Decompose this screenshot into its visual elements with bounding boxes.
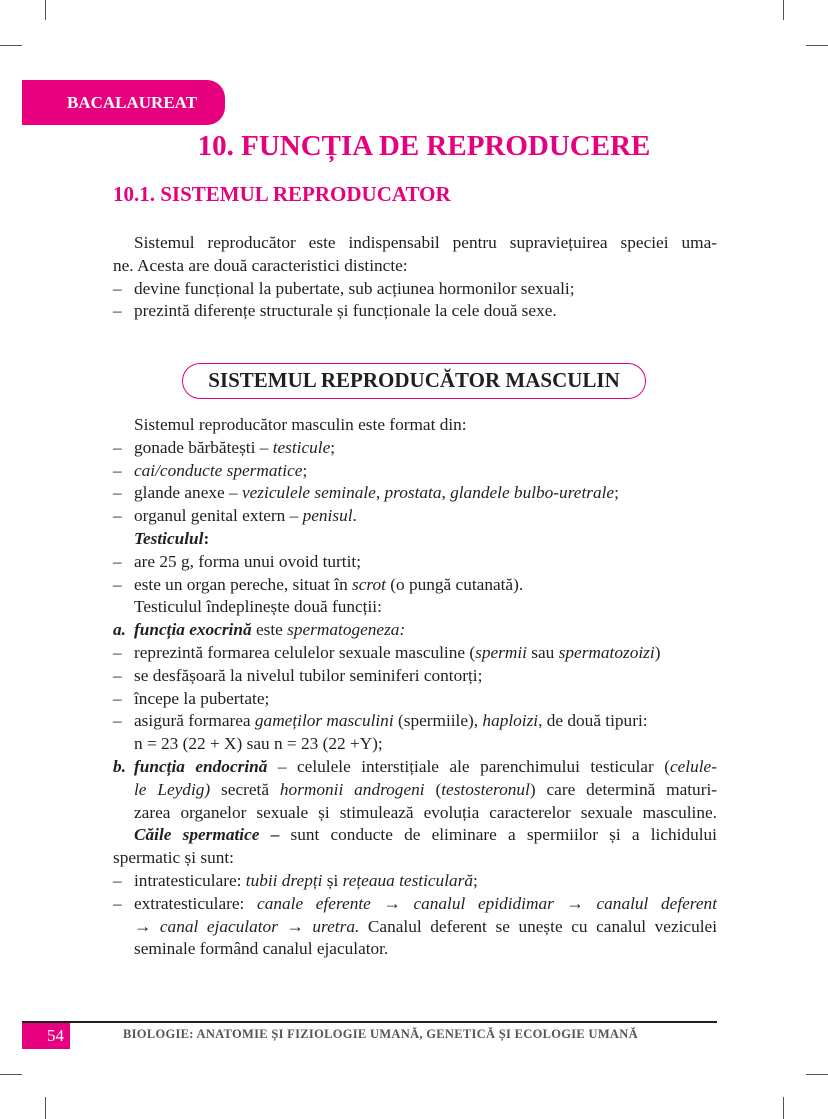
- text-segment: secretă: [210, 779, 280, 799]
- text-segment: și: [322, 870, 343, 890]
- text-segment: :: [203, 528, 210, 548]
- text-segment: ;: [614, 483, 619, 503]
- text-line: [113, 596, 717, 619]
- text-segment: (o pungă cutanată).: [385, 574, 524, 594]
- text-line: [113, 482, 717, 505]
- text-segment: cai/conducte spermatice: [134, 460, 303, 480]
- text-line: [113, 278, 717, 301]
- text-segment: are 25 g, forma unui ovoid turtit;: [134, 551, 362, 571]
- text-segment: Sistemul reproducător masculin este format din:: [134, 415, 467, 434]
- crop-mark: [0, 1074, 22, 1075]
- text-line: [113, 232, 717, 255]
- text-segment: Sistemul reproducător este indispensabil pentru supraviețuirea speciei uma-: [134, 233, 717, 252]
- crop-mark: [45, 1097, 46, 1119]
- text-segment: asigură formarea: [134, 711, 255, 731]
- text-line: [113, 414, 717, 437]
- crop-mark: [783, 1097, 784, 1119]
- text-segment: Testiculul: [134, 528, 204, 548]
- text-segment: veziculele seminale: [241, 483, 376, 503]
- bullet-dash: –: [113, 483, 122, 503]
- bullet-dash: –: [113, 460, 122, 480]
- text-line: [113, 255, 717, 278]
- text-segment: ,: [441, 483, 451, 503]
- text-segment: gameților masculini: [254, 711, 394, 731]
- text-segment: testicule: [272, 437, 331, 457]
- list-label: b.: [113, 756, 126, 776]
- text-segment: Canalul deferent se unește cu canalul veziculei: [359, 916, 717, 936]
- text-line: [113, 300, 717, 323]
- text-line: [113, 847, 717, 870]
- text-segment: hormonii androgeni: [279, 779, 425, 799]
- bullet-dash: –: [113, 551, 122, 571]
- text-segment: tubii drepți: [245, 870, 323, 890]
- bullet-dash: –: [113, 574, 122, 594]
- text-segment: sau: [526, 642, 559, 662]
- crop-mark: [783, 0, 784, 20]
- page-number: 54: [22, 1023, 70, 1049]
- text-line: [113, 642, 717, 665]
- text-line: [113, 893, 717, 916]
- bullet-dash: –: [113, 711, 122, 731]
- text-line: [113, 779, 717, 802]
- text-line: [113, 710, 717, 733]
- text-segment: – celulele interstițiale ale parenchimului testicular (: [267, 756, 670, 776]
- text-line: [113, 574, 717, 597]
- text-segment: ,: [375, 483, 385, 503]
- text-segment: ne. Acesta are două caracteristici distincte:: [113, 255, 408, 275]
- text-segment: devine funcțional la pubertate, sub acțiunea hormonilor sexuali;: [134, 278, 575, 298]
- section-tab: BACALAUREAT: [22, 80, 225, 125]
- bullet-dash: –: [113, 893, 122, 913]
- boxed-heading: SISTEMUL REPRODUCĂTOR MASCULIN: [182, 363, 646, 399]
- bullet-dash: –: [113, 665, 122, 685]
- list-label: a.: [113, 620, 126, 640]
- text-segment: este un organ pereche, situat în: [134, 574, 353, 594]
- text-segment: sunt conducte de eliminare a spermiilor și a lichidului: [290, 825, 717, 845]
- text-segment: –: [259, 825, 291, 845]
- crop-mark: [45, 0, 46, 20]
- text-segment: penisul: [302, 506, 353, 526]
- text-segment: ;: [473, 870, 478, 890]
- text-segment: testosteronul: [441, 779, 530, 799]
- text-segment: spermatozoizi: [558, 642, 655, 662]
- text-segment: ;: [330, 437, 336, 457]
- text-line: [113, 619, 717, 642]
- text-segment: Căile spermatice: [134, 825, 260, 845]
- text-segment: glandele bulbo-uretrale: [450, 483, 615, 503]
- text-segment: spermatic și sunt:: [113, 848, 234, 868]
- text-segment: reprezintă formarea celulelor sexuale masculine (: [134, 642, 476, 662]
- text-segment: seminale formând canalul ejaculator.: [134, 939, 389, 959]
- text-line: [113, 688, 717, 711]
- bullet-dash: –: [113, 642, 122, 662]
- text-segment: canale eferente → canalul epididimar → canalul deferent: [257, 893, 717, 913]
- bullet-dash: –: [113, 870, 122, 890]
- crop-mark: [0, 45, 22, 46]
- crop-mark: [806, 1074, 828, 1075]
- text-segment: se desfășoară la nivelul tubilor seminiferi contorți;: [134, 665, 483, 685]
- text-segment: n = 23 (22 + X) sau n = 23 (22 +Y);: [134, 734, 383, 754]
- running-footer: BIOLOGIE: ANATOMIE ȘI FIZIOLOGIE UMANĂ, GENETICĂ ȘI ECOLOGIE UMANĂ: [123, 1027, 638, 1041]
- crop-mark: [806, 45, 828, 46]
- text-line: [113, 802, 717, 825]
- text-segment: organul genital extern –: [134, 506, 303, 526]
- text-line: [113, 551, 717, 574]
- text-segment: începe la pubertate;: [134, 688, 270, 708]
- text-segment: prezintă diferențe structurale și funcționale la cele două sexe.: [134, 301, 557, 321]
- text-segment: ): [654, 642, 661, 662]
- text-segment: celule-: [669, 756, 717, 776]
- section-subtitle: 10.1. SISTEMUL REPRODUCATOR: [113, 182, 451, 206]
- text-line: [113, 756, 717, 779]
- bullet-dash: –: [113, 688, 122, 708]
- body-text: [113, 414, 717, 961]
- text-segment: haploizi: [482, 711, 539, 731]
- text-segment: funcția exocrină: [134, 620, 252, 640]
- text-line: [113, 938, 717, 961]
- bullet-dash: –: [113, 278, 122, 298]
- text-segment: gonade bărbătești –: [134, 437, 273, 457]
- text-line: [113, 505, 717, 528]
- text-segment: le Leydig): [134, 779, 211, 799]
- text-segment: (spermiile),: [393, 711, 483, 731]
- text-line: [113, 528, 717, 551]
- text-line: [113, 916, 717, 939]
- text-segment: funcția endocrină: [134, 756, 268, 776]
- text-segment: ;: [302, 460, 308, 480]
- text-line: [113, 870, 717, 893]
- text-segment: zarea organelor sexuale și stimulează evoluția caracterelor sexuale masculine.: [134, 802, 717, 822]
- text-segment: → canal ejaculator → uretra.: [134, 916, 360, 936]
- bullet-dash: –: [113, 437, 122, 457]
- text-segment: intratesticulare:: [134, 870, 246, 890]
- text-segment: (: [424, 779, 442, 799]
- text-line: [113, 460, 717, 483]
- text-segment: rețeaua testiculară: [342, 870, 474, 890]
- text-line: [113, 437, 717, 460]
- text-segment: ) care determină maturi-: [529, 779, 717, 799]
- text-segment: Testiculul îndeplinește două funcții:: [134, 597, 382, 617]
- text-segment: prostata: [384, 483, 442, 503]
- text-segment: scrot: [352, 574, 386, 594]
- text-segment: .: [352, 506, 357, 526]
- intro-text: [113, 232, 717, 323]
- text-line: [113, 824, 717, 847]
- text-segment: extratesticulare:: [134, 893, 258, 913]
- text-segment: spermatogeneza:: [287, 620, 406, 640]
- text-segment: spermii: [475, 642, 527, 662]
- chapter-title: 10. FUNCȚIA DE REPRODUCERE: [197, 130, 651, 162]
- text-segment: glande anexe –: [134, 483, 242, 503]
- text-segment: este: [251, 620, 288, 640]
- text-segment: , de două tipuri:: [538, 711, 648, 731]
- text-line: [113, 733, 717, 756]
- bullet-dash: –: [113, 506, 122, 526]
- footer-rule: [22, 1021, 717, 1023]
- text-line: [113, 665, 717, 688]
- bullet-dash: –: [113, 301, 122, 321]
